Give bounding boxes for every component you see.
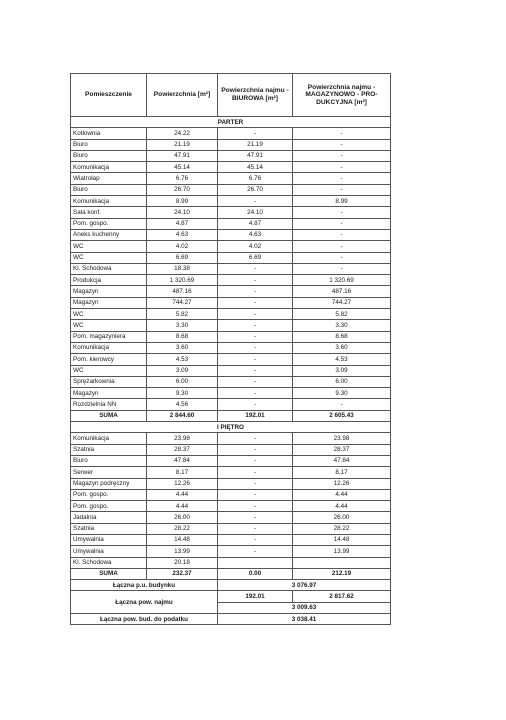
office-area-cell: - <box>218 433 293 444</box>
office-area-cell: - <box>218 534 293 545</box>
room-name-cell: WC <box>71 320 147 331</box>
office-area-cell: - <box>218 467 293 478</box>
table-row <box>71 467 391 478</box>
room-name-cell: Kl. Schodowa <box>71 263 147 274</box>
room-name-cell: Kotłownia <box>71 128 147 139</box>
table-row <box>71 501 391 512</box>
header-najmu-biurowa: Powierzchnia najmu - BIUROWA [m²] <box>218 74 293 117</box>
area-cell: 45.14 <box>147 162 218 173</box>
table-row <box>71 478 391 489</box>
area-cell: 8.99 <box>147 196 218 207</box>
room-name-cell: Komunikacja <box>71 342 147 353</box>
room-name-cell: Kl. Schodowa <box>71 557 147 568</box>
room-name-cell: Sala konf. <box>71 207 147 218</box>
room-name-cell: Biuro <box>71 139 147 150</box>
room-name-cell: Pom. gospo. <box>71 489 147 500</box>
table-row <box>71 218 391 229</box>
area-cell: 487.16 <box>147 286 218 297</box>
table-row <box>71 241 391 252</box>
warehouse-area-cell: 28.22 <box>293 523 391 534</box>
office-area-cell: 6.69 <box>218 252 293 263</box>
sum-value: 192.01 <box>218 410 293 421</box>
warehouse-area-cell: 5.82 <box>293 309 391 320</box>
section-header-row <box>71 422 391 433</box>
office-area-cell: 4.87 <box>218 218 293 229</box>
room-name-cell: Magazyn podręczny <box>71 478 147 489</box>
warehouse-area-cell: 8.99 <box>293 196 391 207</box>
warehouse-area-cell: 9.30 <box>293 388 391 399</box>
room-name-cell: Magazyn <box>71 388 147 399</box>
table-row <box>71 150 391 161</box>
room-name-cell: Pom. gospo. <box>71 501 147 512</box>
warehouse-area-cell: 8.68 <box>293 331 391 342</box>
warehouse-area-cell: 6.00 <box>293 376 391 387</box>
warehouse-area-cell: - <box>293 184 391 195</box>
table-row <box>71 309 391 320</box>
warehouse-area-cell: 8.17 <box>293 467 391 478</box>
area-cell: 21.19 <box>147 139 218 150</box>
room-name-cell: WC <box>71 365 147 376</box>
office-area-cell: 6.76 <box>218 173 293 184</box>
room-name-cell: Komunikacja <box>71 162 147 173</box>
warehouse-area-cell: - <box>293 150 391 161</box>
area-cell: 28.22 <box>147 523 218 534</box>
section-title: I PIĘTRO <box>71 422 391 433</box>
room-name-cell: Serwer <box>71 467 147 478</box>
room-name-cell: Szatnia <box>71 523 147 534</box>
warehouse-area-cell: 13.99 <box>293 546 391 557</box>
section-title: PARTER <box>71 117 391 128</box>
area-cell: 6.76 <box>147 173 218 184</box>
table-row <box>71 320 391 331</box>
office-area-cell: - <box>218 489 293 500</box>
room-name-cell: Magazyn <box>71 286 147 297</box>
room-name-cell: Produkcja <box>71 275 147 286</box>
office-area-cell: 21.19 <box>218 139 293 150</box>
office-area-cell: - <box>218 320 293 331</box>
office-area-cell: - <box>218 501 293 512</box>
area-cell: 28.37 <box>147 444 218 455</box>
area-cell: 4.63 <box>147 229 218 240</box>
warehouse-area-cell: - <box>293 399 391 410</box>
table-row <box>71 229 391 240</box>
warehouse-area-cell: 28.37 <box>293 444 391 455</box>
area-cell: 5.82 <box>147 309 218 320</box>
table-row <box>71 365 391 376</box>
office-area-cell: 47.91 <box>218 150 293 161</box>
header-najmu-magazynowa: Powierzchnia najmu - MAGAZYNOWO - PRO-DUKCYJNA [m²] <box>293 74 391 117</box>
warehouse-area-cell: 4.44 <box>293 489 391 500</box>
table-row <box>71 455 391 466</box>
area-cell: 6.00 <box>147 376 218 387</box>
table-row <box>71 128 391 139</box>
table-row <box>71 523 391 534</box>
area-cell: 6.69 <box>147 252 218 263</box>
office-area-cell <box>218 557 293 568</box>
warehouse-area-cell: - <box>293 173 391 184</box>
area-cell: 14.48 <box>147 534 218 545</box>
area-cell: 3.09 <box>147 365 218 376</box>
warehouse-area-cell: - <box>293 241 391 252</box>
office-area-cell: - <box>218 444 293 455</box>
table-row <box>71 433 391 444</box>
office-area-cell: - <box>218 309 293 320</box>
office-area-cell: - <box>218 376 293 387</box>
area-cell: 8.17 <box>147 467 218 478</box>
table-row <box>71 252 391 263</box>
warehouse-area-cell: 1 320.69 <box>293 275 391 286</box>
total-najmu-label: Łączna pow. najmu <box>71 591 218 614</box>
office-area-cell: 24.10 <box>218 207 293 218</box>
room-name-cell: WC <box>71 309 147 320</box>
warehouse-area-cell: - <box>293 252 391 263</box>
area-cell: 3.60 <box>147 342 218 353</box>
total-pu-row <box>71 580 391 591</box>
area-cell: 12.26 <box>147 478 218 489</box>
warehouse-area-cell: 4.53 <box>293 354 391 365</box>
table-row <box>71 162 391 173</box>
sum-value: 232.37 <box>147 568 218 579</box>
table-body <box>71 117 391 625</box>
area-cell: 24.10 <box>147 207 218 218</box>
table-row <box>71 275 391 286</box>
room-name-cell: Wiatrołap <box>71 173 147 184</box>
warehouse-area-cell: - <box>293 207 391 218</box>
table-row <box>71 173 391 184</box>
area-cell: 47.91 <box>147 150 218 161</box>
area-cell: 9.30 <box>147 388 218 399</box>
room-name-cell: Komunikacja <box>71 433 147 444</box>
room-name-cell: WC <box>71 241 147 252</box>
total-najmu-row <box>71 591 391 602</box>
office-area-cell: - <box>218 354 293 365</box>
sum-label: SUMA <box>71 410 147 421</box>
table-row <box>71 546 391 557</box>
table-row <box>71 207 391 218</box>
office-area-cell: - <box>218 297 293 308</box>
room-name-cell: WC <box>71 252 147 263</box>
total-pu-value: 3 076.97 <box>218 580 391 591</box>
table-row <box>71 263 391 274</box>
room-name-cell: Sprężarkownia <box>71 376 147 387</box>
table-row <box>71 297 391 308</box>
room-name-cell: Umywalnia <box>71 546 147 557</box>
warehouse-area-cell <box>293 557 391 568</box>
area-cell: 47.84 <box>147 455 218 466</box>
room-name-cell: Biuro <box>71 150 147 161</box>
warehouse-area-cell: 23.98 <box>293 433 391 444</box>
office-area-cell: - <box>218 546 293 557</box>
room-name-cell: Pom. magazyniera <box>71 331 147 342</box>
warehouse-area-cell: 4.44 <box>293 501 391 512</box>
room-name-cell: Umywalnia <box>71 534 147 545</box>
area-cell: 24.22 <box>147 128 218 139</box>
area-cell: 4.02 <box>147 241 218 252</box>
table-row <box>71 184 391 195</box>
total-podatek-row <box>71 614 391 625</box>
area-table <box>70 73 391 625</box>
office-area-cell: - <box>218 365 293 376</box>
office-area-cell: 45.14 <box>218 162 293 173</box>
total-pu-label: Łączna p.u. budynku <box>71 580 218 591</box>
warehouse-area-cell: 744.27 <box>293 297 391 308</box>
table-row <box>71 444 391 455</box>
warehouse-area-cell: - <box>293 229 391 240</box>
table-row <box>71 557 391 568</box>
office-area-cell: - <box>218 512 293 523</box>
warehouse-area-cell: - <box>293 128 391 139</box>
table-row <box>71 354 391 365</box>
office-area-cell: - <box>218 275 293 286</box>
warehouse-area-cell: 3.09 <box>293 365 391 376</box>
sum-value: 0.00 <box>218 568 293 579</box>
office-area-cell: - <box>218 128 293 139</box>
office-area-cell: - <box>218 388 293 399</box>
room-name-cell: Magazyn <box>71 297 147 308</box>
area-cell: 3.30 <box>147 320 218 331</box>
warehouse-area-cell: 3.30 <box>293 320 391 331</box>
table-row <box>71 286 391 297</box>
office-area-cell: 4.63 <box>218 229 293 240</box>
office-area-cell: - <box>218 523 293 534</box>
area-cell: 13.99 <box>147 546 218 557</box>
office-area-cell: - <box>218 478 293 489</box>
room-name-cell: Aneks kuchenny <box>71 229 147 240</box>
area-cell: 26.00 <box>147 512 218 523</box>
total-najmu-magazyn: 2 817.62 <box>293 591 391 602</box>
office-area-cell: - <box>218 196 293 207</box>
room-name-cell: Szatnia <box>71 444 147 455</box>
table-row <box>71 331 391 342</box>
sum-row <box>71 568 391 579</box>
header-powierzchnia: Powierzchnia [m²] <box>147 74 218 117</box>
office-area-cell: - <box>218 342 293 353</box>
room-name-cell: Pom. kierowcy <box>71 354 147 365</box>
table-row <box>71 376 391 387</box>
sum-label: SUMA <box>71 568 147 579</box>
warehouse-area-cell: - <box>293 139 391 150</box>
warehouse-area-cell: 12.26 <box>293 478 391 489</box>
total-podatek-label: Łączna pow. bud. do podatku <box>71 614 218 625</box>
area-cell: 18.38 <box>147 263 218 274</box>
table-row <box>71 139 391 150</box>
warehouse-area-cell: 26.00 <box>293 512 391 523</box>
office-area-cell: - <box>218 286 293 297</box>
sum-value: 2 844.60 <box>147 410 218 421</box>
office-area-cell: 4.02 <box>218 241 293 252</box>
warehouse-area-cell: 14.48 <box>293 534 391 545</box>
office-area-cell: - <box>218 331 293 342</box>
total-podatek-value: 3 038.41 <box>218 614 391 625</box>
table-row <box>71 342 391 353</box>
room-name-cell: Biuro <box>71 455 147 466</box>
area-cell: 26.70 <box>147 184 218 195</box>
sum-value: 2 605.43 <box>293 410 391 421</box>
total-najmu-value: 3 009.63 <box>218 602 391 613</box>
room-name-cell: Biuro <box>71 184 147 195</box>
area-cell: 8.68 <box>147 331 218 342</box>
table-row <box>71 534 391 545</box>
area-cell: 4.53 <box>147 354 218 365</box>
area-cell: 4.44 <box>147 501 218 512</box>
area-cell: 4.87 <box>147 218 218 229</box>
warehouse-area-cell: - <box>293 263 391 274</box>
area-cell: 4.44 <box>147 489 218 500</box>
area-cell: 744.27 <box>147 297 218 308</box>
office-area-cell: - <box>218 263 293 274</box>
room-name-cell: Jadalnia <box>71 512 147 523</box>
warehouse-area-cell: - <box>293 218 391 229</box>
warehouse-area-cell: 47.84 <box>293 455 391 466</box>
area-cell: 4.56 <box>147 399 218 410</box>
table-row <box>71 512 391 523</box>
room-name-cell: Rozdzielnia NN <box>71 399 147 410</box>
table-row <box>71 388 391 399</box>
header-pomieszczenie: Pomieszczenie <box>71 74 147 117</box>
table-row <box>71 399 391 410</box>
sum-row <box>71 410 391 421</box>
area-cell: 20.18 <box>147 557 218 568</box>
office-area-cell: - <box>218 399 293 410</box>
section-header-row <box>71 117 391 128</box>
sum-value: 212.19 <box>293 568 391 579</box>
area-cell: 1 320.69 <box>147 275 218 286</box>
warehouse-area-cell: 3.60 <box>293 342 391 353</box>
total-najmu-biurowa: 192.01 <box>218 591 293 602</box>
room-name-cell: Komunikacja <box>71 196 147 207</box>
office-area-cell: 26.70 <box>218 184 293 195</box>
table-row <box>71 196 391 207</box>
office-area-cell: - <box>218 455 293 466</box>
warehouse-area-cell: - <box>293 162 391 173</box>
room-name-cell: Pom. gospo. <box>71 218 147 229</box>
table-row <box>71 489 391 500</box>
warehouse-area-cell: 487.16 <box>293 286 391 297</box>
header-row <box>71 74 391 117</box>
area-cell: 23.98 <box>147 433 218 444</box>
